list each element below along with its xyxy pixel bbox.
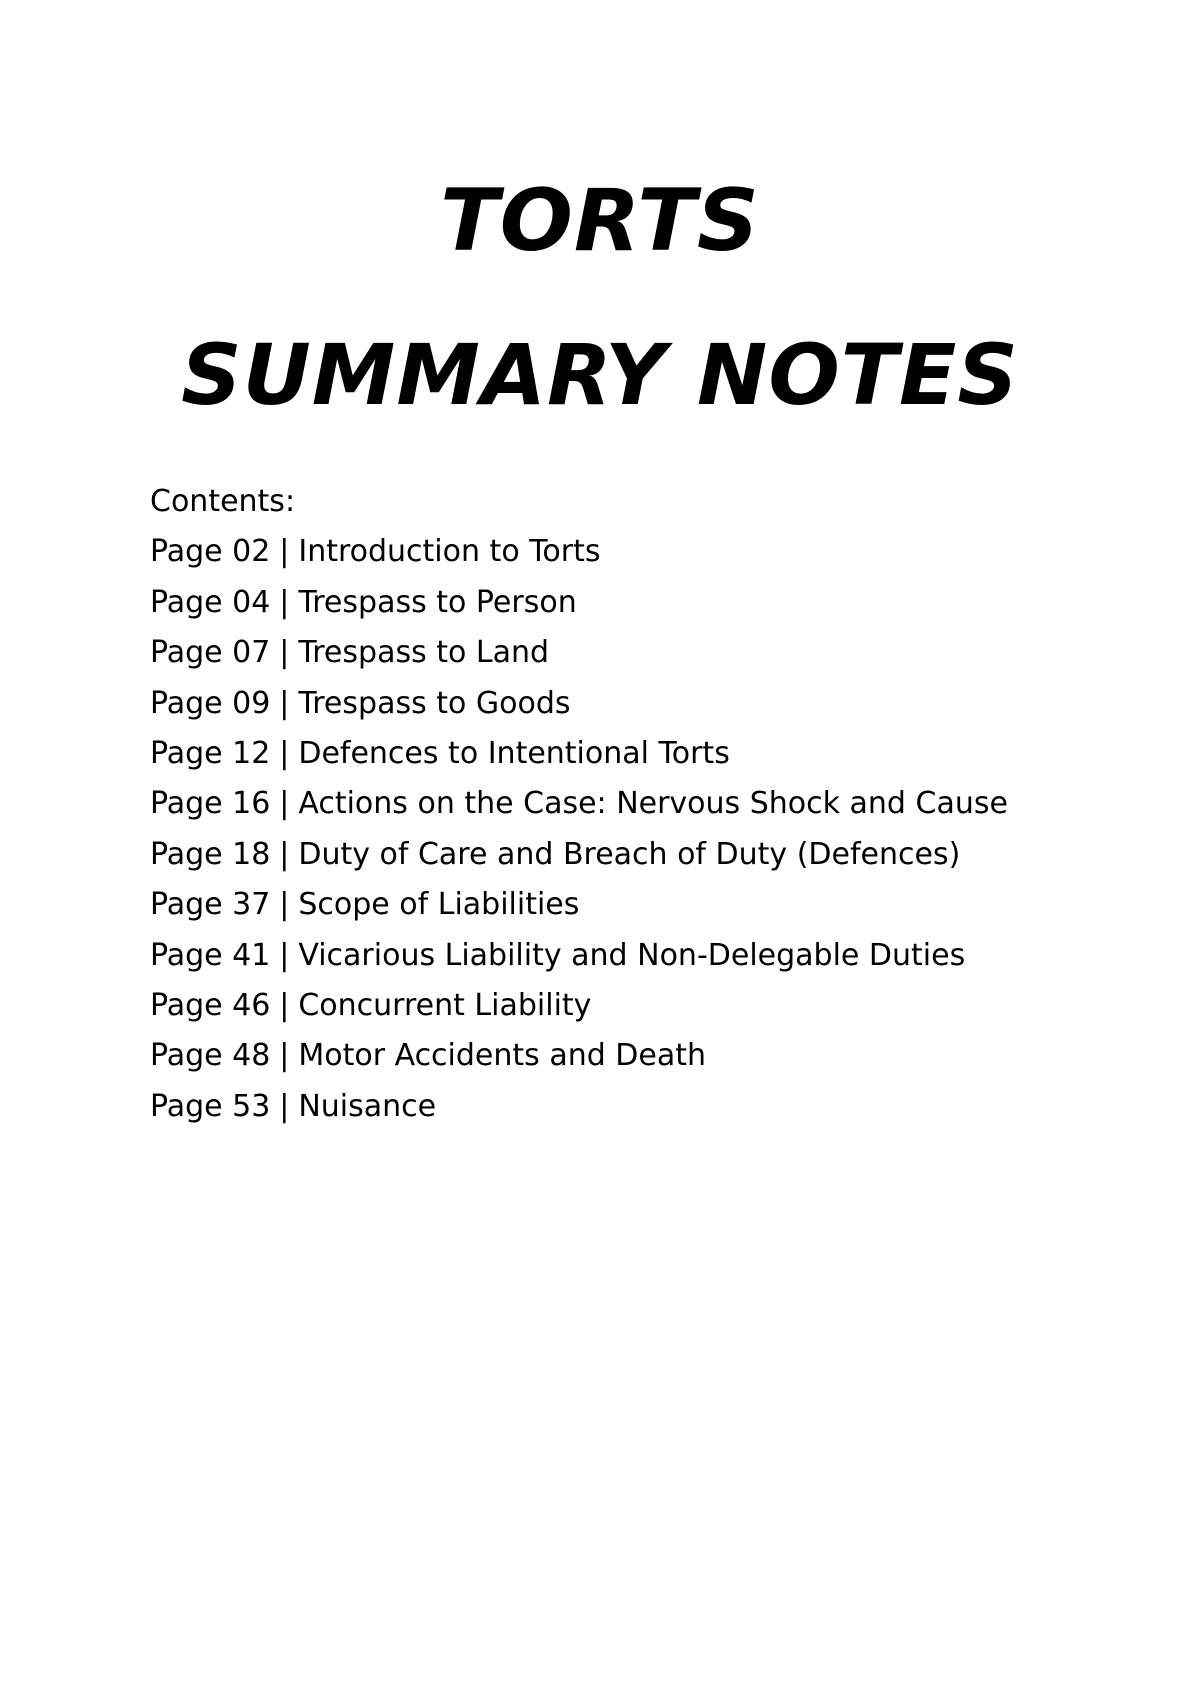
toc-page-number: Page 53 <box>150 1088 271 1124</box>
toc-entry <box>150 981 1008 1031</box>
toc-separator: | <box>279 736 290 772</box>
toc-page-number: Page 16 <box>150 786 271 822</box>
toc-topic: Duty of Care and Breach of Duty (Defences) <box>298 836 961 872</box>
toc-topic: Concurrent Liability <box>298 988 592 1024</box>
toc-topic: Vicarious Liability and Non-Delegable Duties <box>298 937 966 973</box>
toc-separator: | <box>279 887 290 923</box>
contents-heading: Contents: <box>150 484 296 519</box>
toc-topic: Trespass to Goods <box>298 685 571 721</box>
table-of-contents <box>150 477 1008 1132</box>
toc-separator: | <box>279 1088 290 1124</box>
toc-entry <box>150 729 1008 779</box>
toc-separator: | <box>279 836 290 872</box>
toc-entry <box>150 578 1008 628</box>
toc-page-number: Page 04 <box>150 584 271 620</box>
toc-separator: | <box>279 1038 290 1074</box>
toc-separator: | <box>279 937 290 973</box>
toc-topic: Nuisance <box>298 1088 437 1124</box>
title-line-summary-notes: SUMMARY NOTES <box>181 326 1019 424</box>
toc-page-number: Page 48 <box>150 1038 271 1074</box>
toc-separator: | <box>279 786 290 822</box>
toc-topic: Motor Accidents and Death <box>298 1038 707 1074</box>
toc-entry <box>150 1031 1008 1081</box>
toc-separator: | <box>279 534 290 570</box>
title-line-torts: TORTS <box>440 171 760 271</box>
toc-topic: Actions on the Case: Nervous Shock and Cause <box>298 786 1008 822</box>
toc-topic: Introduction to Torts <box>298 534 601 570</box>
toc-separator: | <box>279 584 290 620</box>
toc-page-number: Page 18 <box>150 836 271 872</box>
toc-page-number: Page 09 <box>150 685 271 721</box>
toc-entry <box>150 527 1008 577</box>
toc-separator: | <box>279 635 290 671</box>
toc-page-number: Page 41 <box>150 937 271 973</box>
toc-entry <box>150 830 1008 880</box>
toc-entry <box>150 628 1008 678</box>
toc-page-number: Page 12 <box>150 736 271 772</box>
toc-topic: Defences to Intentional Torts <box>298 736 730 772</box>
toc-separator: | <box>279 685 290 721</box>
toc-entry <box>150 1082 1008 1132</box>
toc-entry <box>150 679 1008 729</box>
toc-page-number: Page 37 <box>150 887 271 923</box>
toc-topic: Trespass to Land <box>298 635 550 671</box>
toc-topic: Trespass to Person <box>298 584 577 620</box>
toc-entry <box>150 880 1008 930</box>
toc-separator: | <box>279 988 290 1024</box>
toc-page-number: Page 02 <box>150 534 271 570</box>
toc-page-number: Page 46 <box>150 988 271 1024</box>
toc-entry <box>150 931 1008 981</box>
toc-entry <box>150 779 1008 829</box>
toc-page-number: Page 07 <box>150 635 271 671</box>
toc-entries <box>150 527 1008 1132</box>
toc-topic: Scope of Liabilities <box>298 887 580 923</box>
